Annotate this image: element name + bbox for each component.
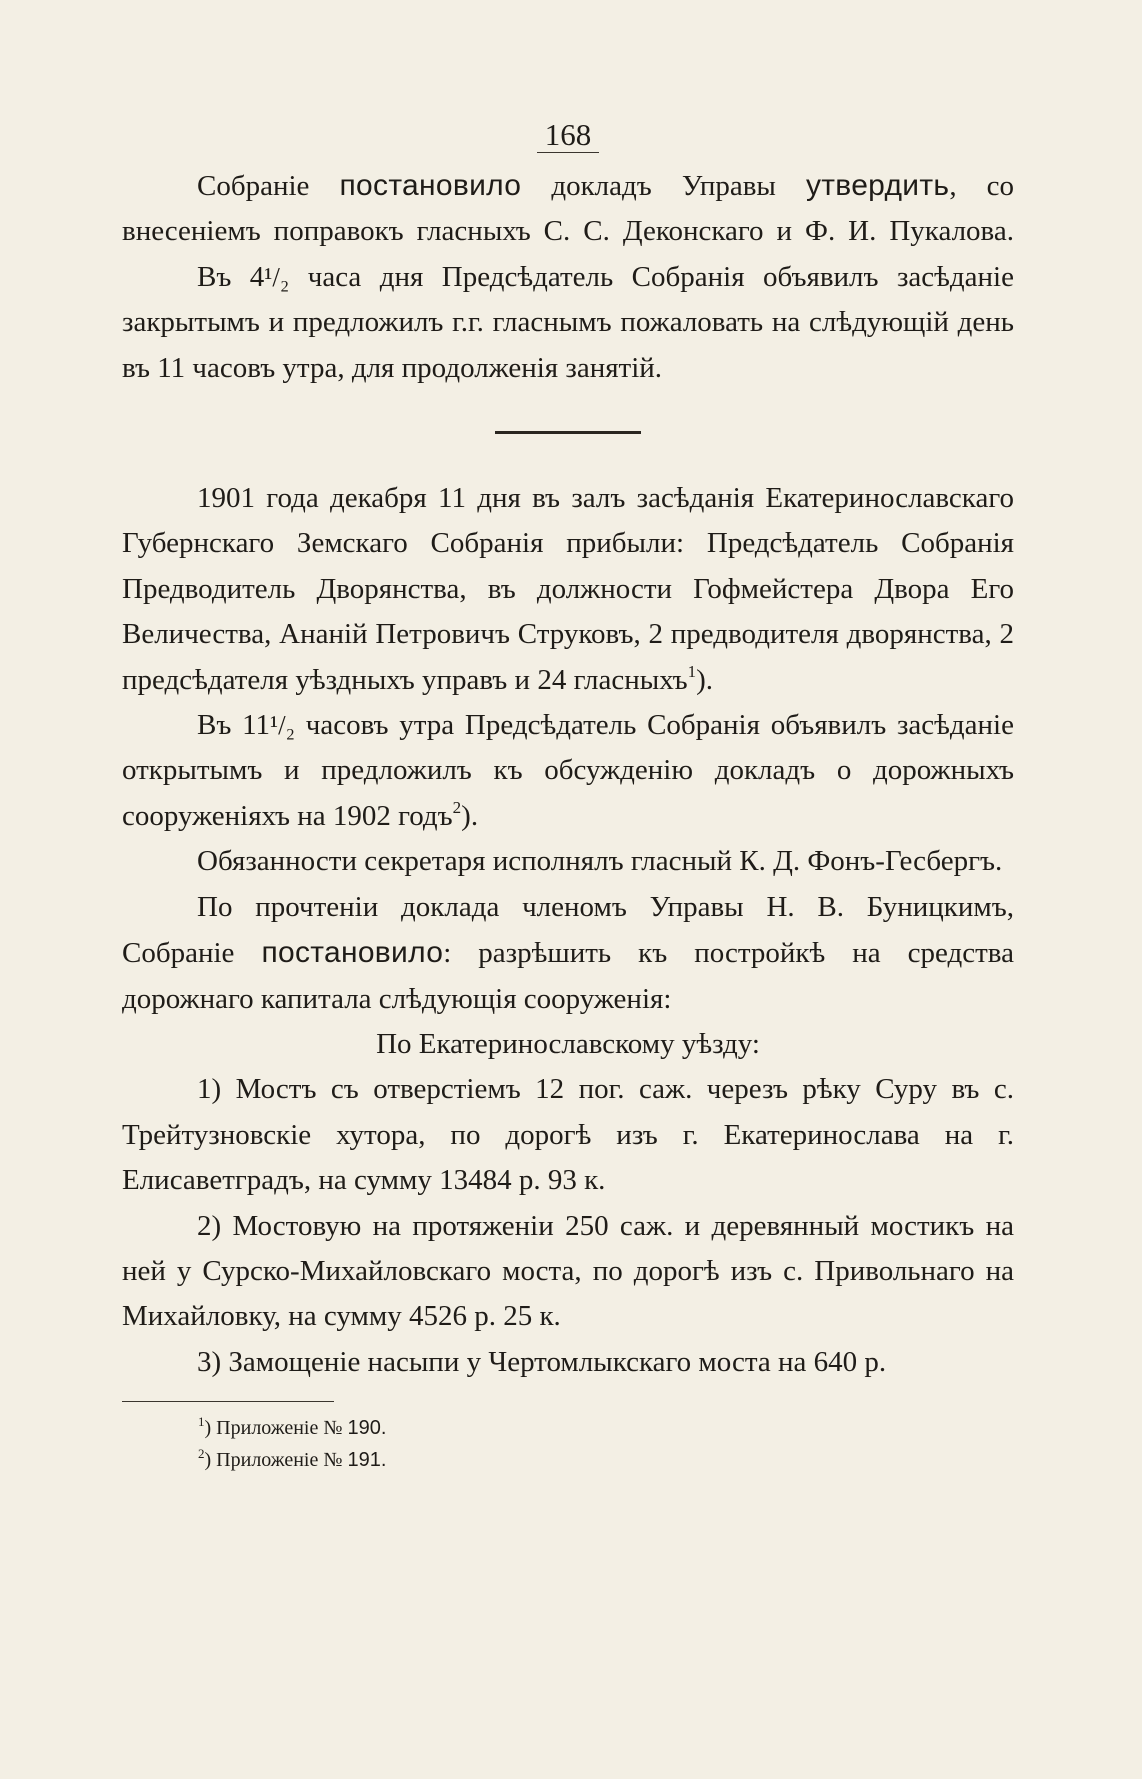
footnote-text: Приложеніе № xyxy=(211,1417,348,1440)
footnote-number: 190. xyxy=(347,1417,387,1440)
text-run: ). xyxy=(696,663,714,696)
session-record xyxy=(122,476,1014,1385)
footnote-2 xyxy=(198,1444,1014,1476)
footnote-mark: 2 xyxy=(198,1446,205,1462)
footnote-ref: 1 xyxy=(687,661,697,681)
footnote-divider xyxy=(122,1401,334,1402)
paragraph-session-opened xyxy=(122,703,1014,839)
footnote-mark: 1 xyxy=(198,1414,205,1430)
paragraph-resolution-permit xyxy=(122,885,1014,1022)
list-item-bridge: 1) Мостъ съ отверстіемъ 12 пог. саж. черезъ рѣку Суру въ с. Трейтузновскіе хутора, по дорогѣ изъ г. Екатеринослава на г. Елисаветградъ, на сумму 13484 р. 93 к. xyxy=(122,1073,1014,1197)
text-run: часовъ утра Предсѣдатель Собранія объявилъ засѣданіе открытымъ и предложилъ къ обсужденію докладъ о дорожныхъ сооруженіяхъ на 1902 годъ xyxy=(122,709,1014,832)
emphasis-sans: постановило xyxy=(339,169,522,202)
paragraph-attendance xyxy=(122,476,1014,703)
fraction: ¹/₂ xyxy=(270,710,296,741)
text-run: По прочтеніи доклада членомъ Управы Н. В. Буницкимъ, Собраніе xyxy=(122,890,1014,970)
text-run: часа дня Предсѣдатель Собранія объявилъ засѣданіе закрытымъ и предложилъ г.г. гласнымъ пожаловать на слѣдующій день въ 11 часовъ утра, для продолженія занятій. xyxy=(122,260,1014,384)
paragraph-session-closed xyxy=(122,255,1014,391)
text-run: : разрѣшить къ постройкѣ на средства дорожнаго капитала слѣдующія сооруженія: xyxy=(122,937,1014,1015)
footnote-paren: ) xyxy=(204,1417,212,1440)
document-page xyxy=(122,118,1014,1476)
footnote-number: 191. xyxy=(347,1449,387,1472)
footnote-paren: ) xyxy=(204,1449,212,1472)
text-run: Въ 4 xyxy=(197,260,265,293)
text-run: Въ 11 xyxy=(197,709,270,742)
paragraph-resolution xyxy=(122,163,1014,255)
emphasis-sans: утвердить xyxy=(805,169,950,202)
paragraph-secretary: Обязанности секретаря исполнялъ гласный К. Д. Фонъ-Гесбергъ. xyxy=(197,845,1003,878)
footnote-text: Приложеніе № xyxy=(211,1449,348,1472)
text-run: 1901 года декабря 11 дня въ залъ засѣданія Екатеринославскаго Губернскаго Земскаго Собранія прибыли: Предсѣдатель Собранія Предводитель Дворянства, въ должности Гофмейстера Двора Его Величества, Ананій Петровичъ Струковъ, 2 предводителя дворянства, 2 предсѣдателя уѣздныхъ управъ и 24 гласныхъ xyxy=(122,482,1014,696)
emphasis-sans: постановило xyxy=(261,936,444,970)
page-number xyxy=(122,118,1014,153)
list-item-pavement: 2) Мостовую на протяженіи 250 саж. и деревянный мостикъ на ней у Сурско-Михайловскаго моста, по дорогѣ изъ с. Привольнаго на Михайловку, на сумму 4526 р. 25 к. xyxy=(122,1209,1014,1333)
text-run: ). xyxy=(461,799,479,832)
footnote-ref: 2 xyxy=(452,797,462,817)
fraction: ¹/₂ xyxy=(264,261,290,292)
page-number-text: 168 xyxy=(537,118,600,153)
footnote-1 xyxy=(198,1412,1014,1444)
list-item-embankment: 3) Замощеніе насыпи у Чертомлыкскаго моста на 640 р. xyxy=(197,1345,887,1378)
subheading-district: По Екатеринославскому уѣзду: xyxy=(376,1027,760,1060)
text-run: , со внесеніемъ поправокъ гласныхъ С. С. Деконскаго и Ф. И. Пукалова. xyxy=(122,170,1014,248)
text-run: Собраніе xyxy=(197,170,340,202)
text-run: докладъ Управы xyxy=(521,170,806,202)
section-divider xyxy=(495,431,641,434)
